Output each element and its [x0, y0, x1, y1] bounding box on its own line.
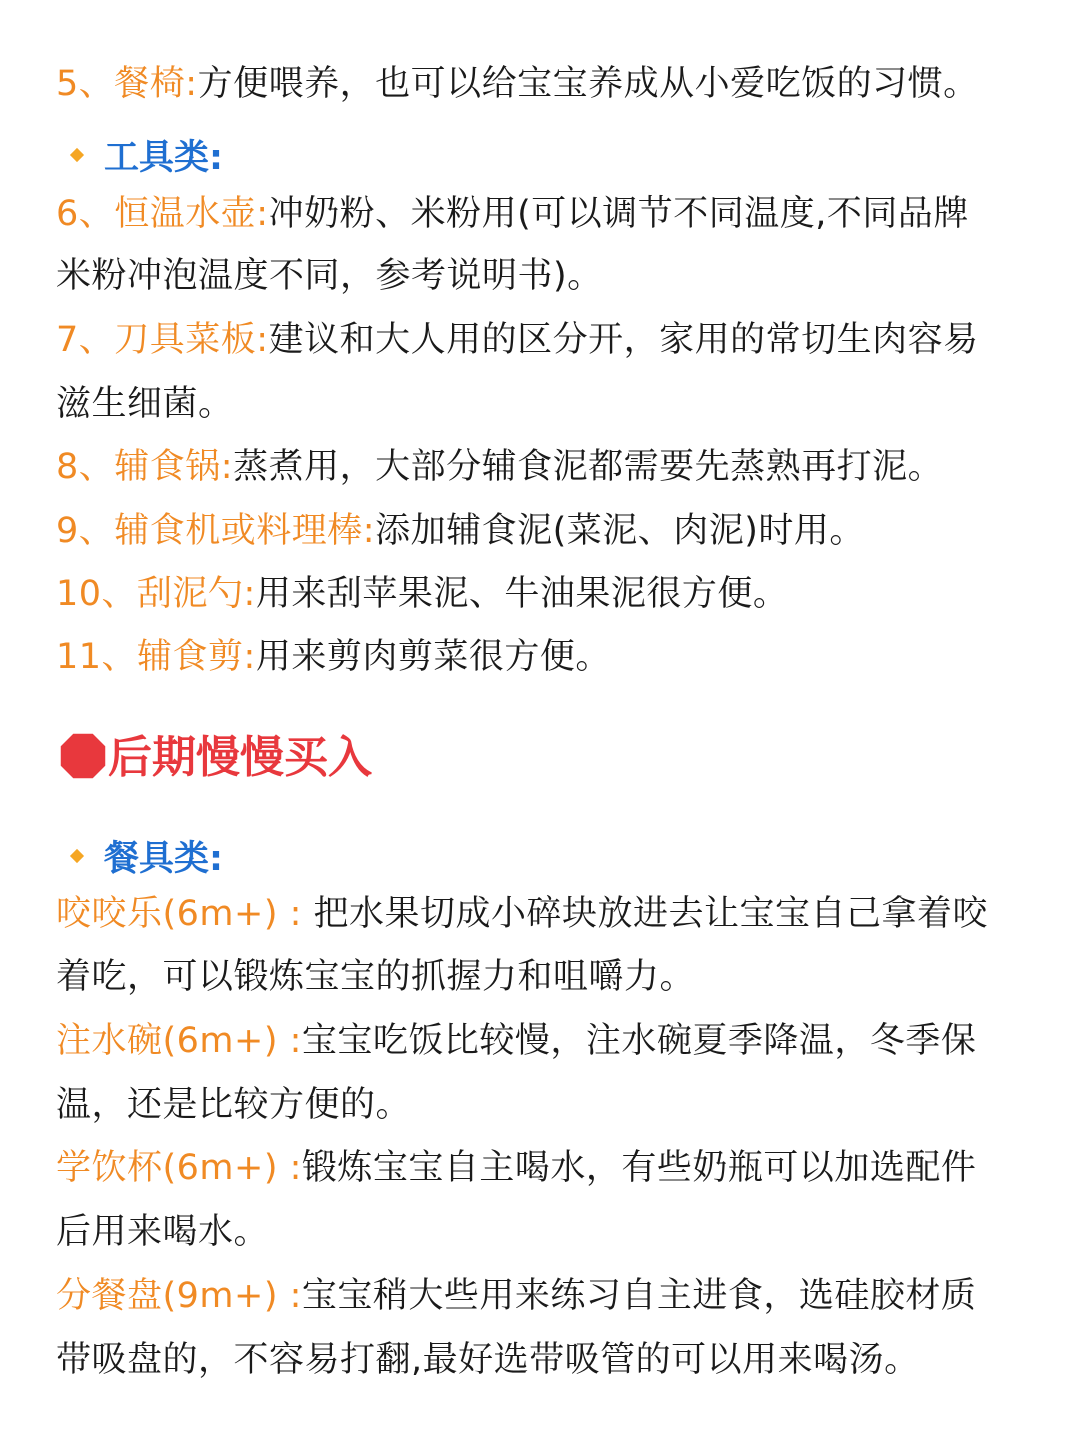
item-desc: 方便喂养，也可以给宝宝养成从小爱吃饭的习惯。 — [197, 64, 979, 104]
item-label: 学饮杯(6m+) : — [56, 1148, 302, 1188]
item-label: 8、辅食锅: — [56, 447, 234, 487]
item-desc-cont: 滋生细菌。 — [56, 384, 234, 424]
item-desc: 建议和大人用的区分开，家用的常切生肉容易 — [268, 320, 979, 360]
item-label: 6、恒温水壶: — [56, 194, 269, 234]
item-desc: 锻炼宝宝自主喝水，有些奶瓶可以加选配件 — [301, 1148, 977, 1188]
item-label: 注水碗(6m+) : — [56, 1021, 302, 1061]
list-item — [56, 1021, 1026, 1061]
section-title: 后期慢慢买入 — [108, 732, 372, 783]
item-desc: 宝宝吃饭比较慢，注水碗夏季降温，冬季保 — [301, 1021, 977, 1061]
item-label: 11、辅食剪: — [56, 637, 256, 677]
item-desc-cont: 着吃，可以锻炼宝宝的抓握力和咀嚼力。 — [56, 957, 696, 997]
item-desc: 蒸煮用，大部分辅食泥都需要先蒸熟再打泥。 — [233, 447, 944, 487]
item-label: 9、辅食机或料理棒: — [56, 511, 376, 551]
item-desc-cont: 米粉冲泡温度不同，参考说明书)。 — [56, 256, 603, 296]
item-desc-cont: 后用来喝水。 — [56, 1212, 270, 1252]
sub-heading-label: 工具类: — [104, 138, 223, 178]
item-desc: 宝宝稍大些用来练习自主进食，选硅胶材质 — [301, 1276, 977, 1316]
diamond-bullet-icon — [70, 849, 84, 863]
item-label: 5、餐椅: — [56, 64, 198, 104]
list-item — [56, 574, 1026, 614]
diamond-bullet-icon — [70, 148, 84, 162]
list-item-continuation — [56, 1212, 1026, 1252]
section-heading — [58, 730, 372, 786]
sub-heading-tableware — [72, 837, 223, 881]
item-label: 7、刀具菜板: — [56, 320, 269, 360]
item-label: 分餐盘(9m+) : — [56, 1276, 302, 1316]
list-item-continuation — [56, 1340, 1026, 1380]
list-item — [56, 894, 1026, 934]
item-desc: 冲奶粉、米粉用(可以调节不同温度,不同品牌 — [268, 194, 969, 234]
item-desc: 把水果切成小碎块放进去让宝宝自己拿着咬 — [301, 894, 989, 934]
item-desc-cont: 温，还是比较方便的。 — [56, 1085, 412, 1125]
item-desc: 用来剪肉剪菜很方便。 — [255, 637, 611, 677]
item-label: 10、刮泥勺: — [56, 574, 256, 614]
list-item — [56, 637, 1026, 677]
list-item-continuation — [56, 957, 1026, 997]
item-desc: 用来刮苹果泥、牛油果泥很方便。 — [255, 574, 789, 614]
list-item-continuation — [56, 384, 1026, 424]
stop-sign-icon — [58, 731, 108, 781]
list-item — [56, 194, 1026, 234]
item-desc: 添加辅食泥(菜泥、肉泥)时用。 — [375, 511, 865, 551]
list-item — [56, 511, 1026, 551]
item-label: 咬咬乐(6m+) : — [56, 894, 302, 934]
list-item — [56, 1276, 1026, 1316]
list-item — [56, 320, 1026, 360]
sub-heading-label: 餐具类: — [104, 839, 223, 879]
sub-heading-tools — [72, 136, 223, 180]
list-item — [56, 447, 1026, 487]
list-item-continuation — [56, 1085, 1026, 1125]
list-item — [56, 1148, 1026, 1188]
list-item — [56, 64, 1026, 104]
list-item-continuation — [56, 256, 1026, 296]
item-desc-cont: 带吸盘的，不容易打翻,最好选带吸管的可以用来喝汤。 — [56, 1340, 920, 1380]
